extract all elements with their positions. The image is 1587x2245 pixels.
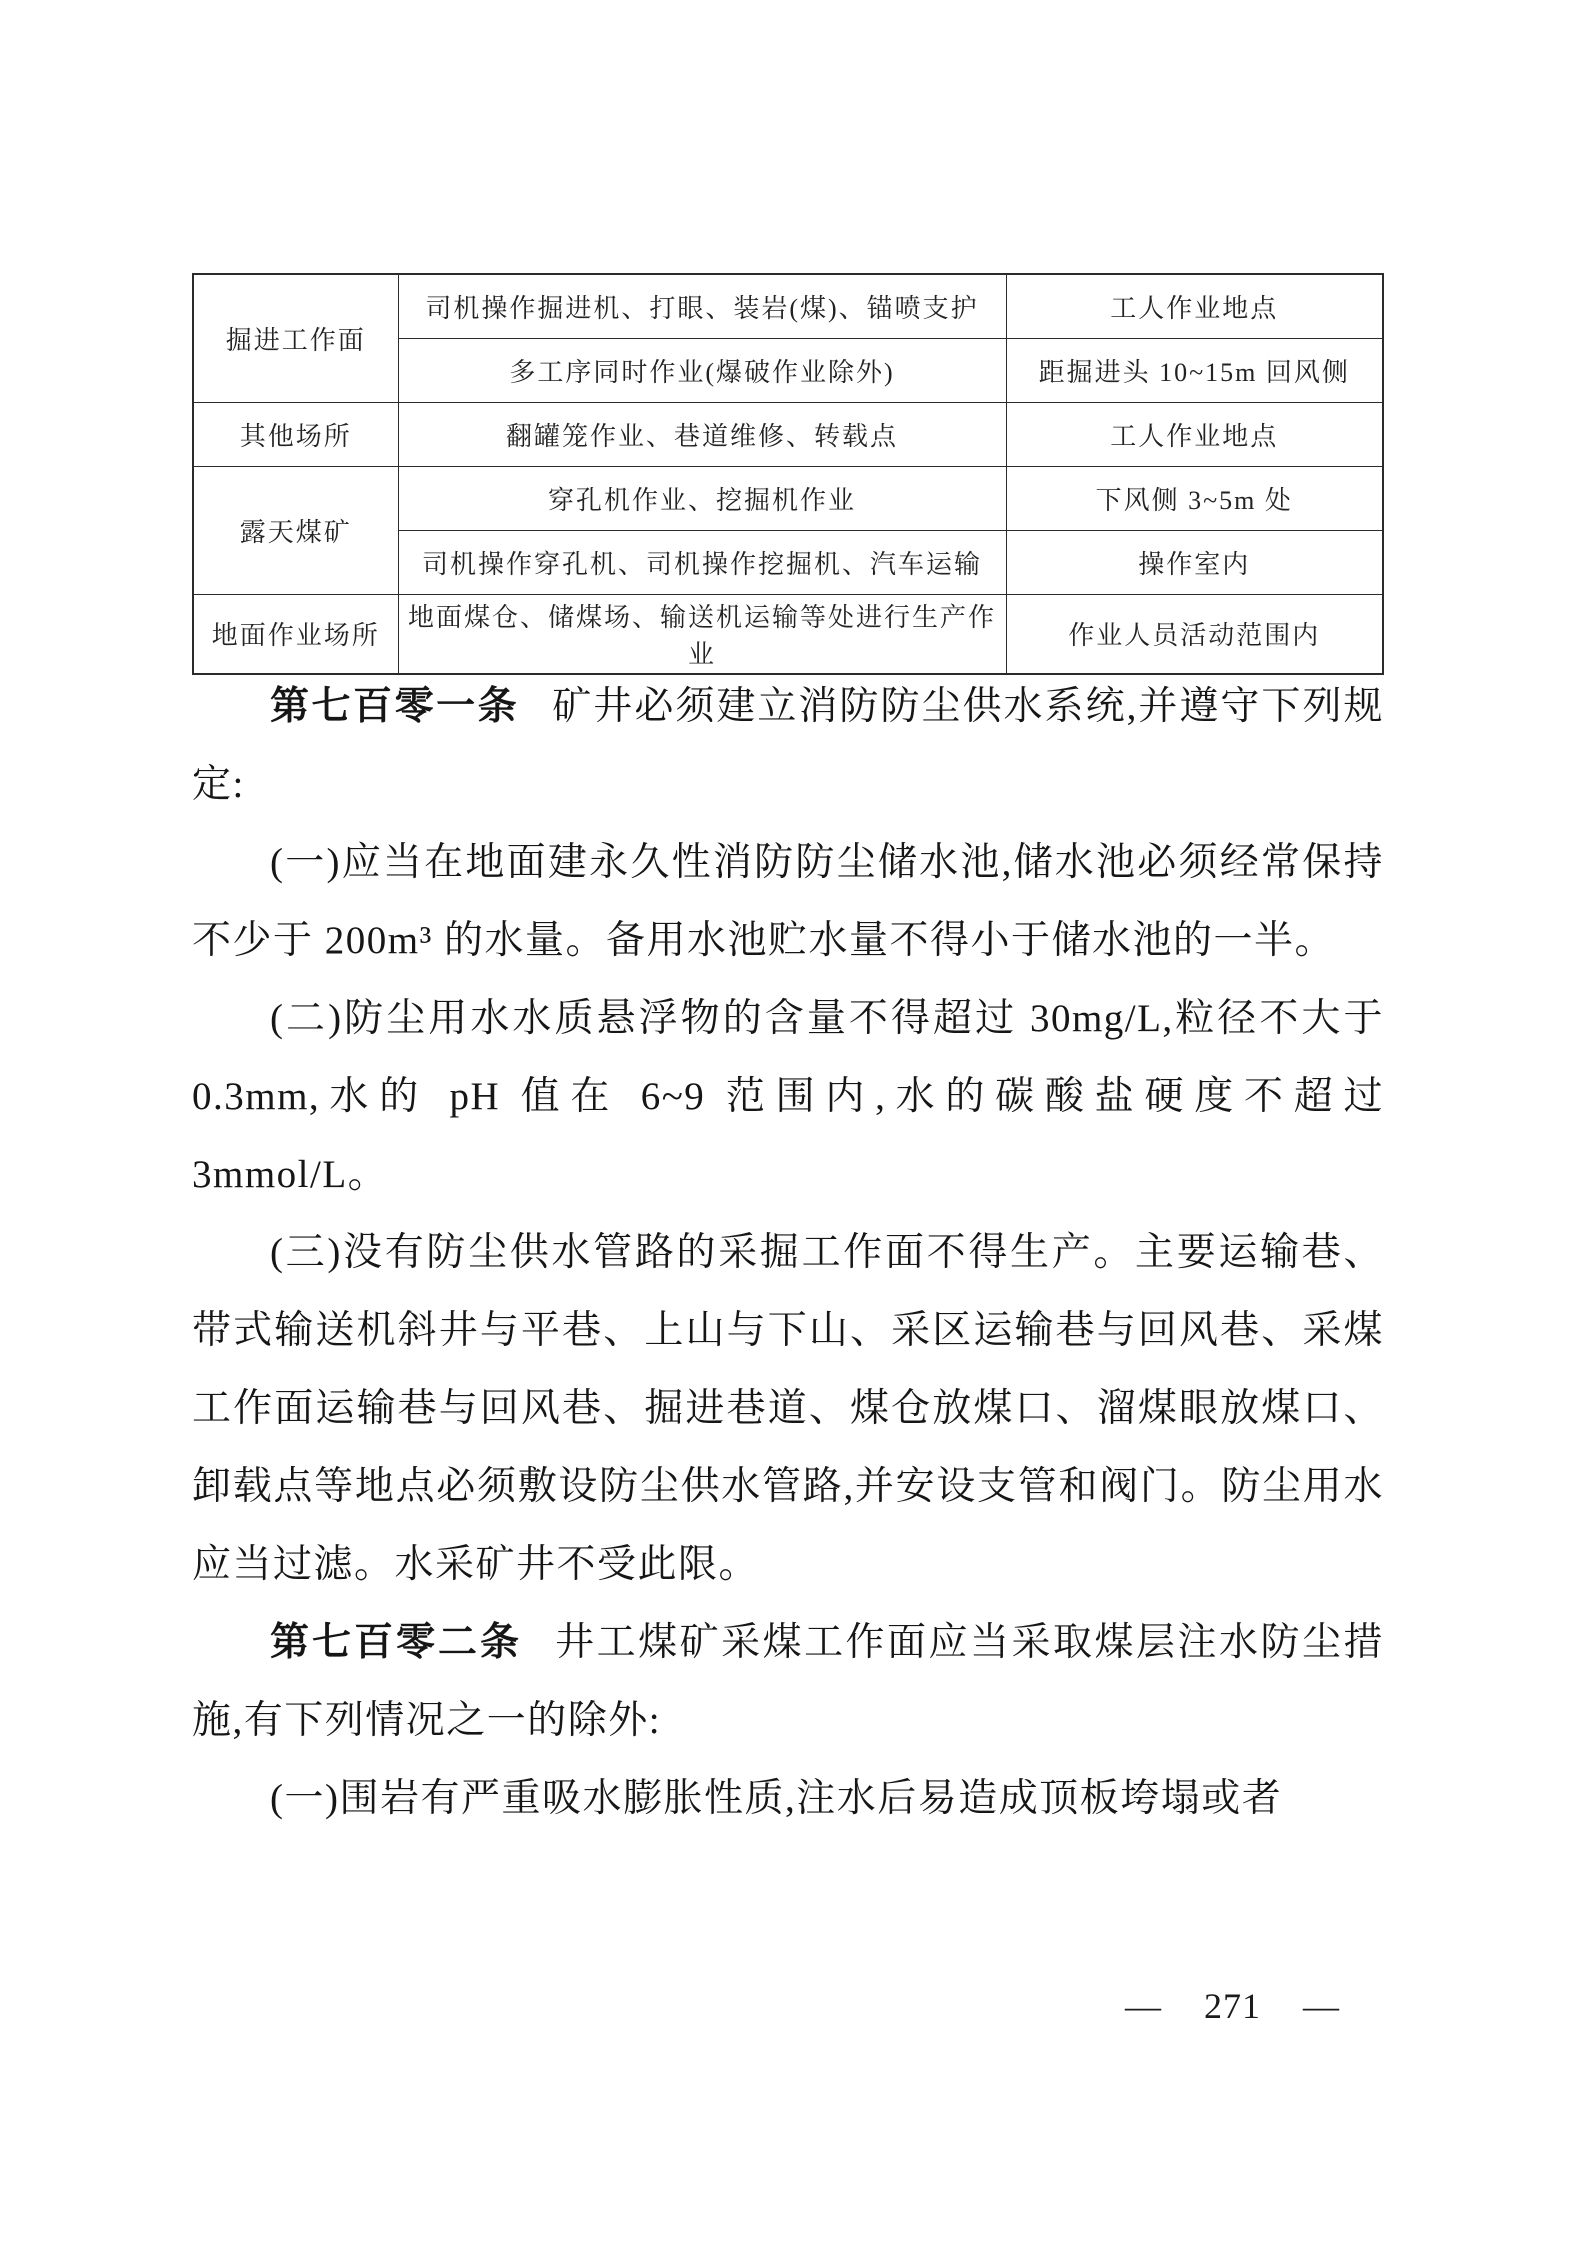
table-row [193,274,1383,338]
table-row [193,594,1383,674]
article-body [192,668,1384,1838]
table-row [193,402,1383,466]
article-701-clause-3: (三)没有防尘供水管路的采掘工作面不得生产。主要运输巷、带式输送机斜井与平巷、上山与下山、采区运输巷与回风巷、采煤工作面运输巷与回风巷、掘进巷道、煤仓放煤口、溜煤眼放煤口、卸载点等地点必须敷设防尘供水管路,并安设支管和阀门。防尘用水应当过滤。水采矿井不受此限。 [192,1231,1384,1586]
table-cell-location: 操作室内 [1006,530,1383,594]
table-cell-scope: 其他场所 [193,402,398,466]
table-cell-activity: 翻罐笼作业、巷道维修、转载点 [398,402,1006,466]
article-702-clause-1: (一)围岩有严重吸水膨胀性质,注水后易造成顶板垮塌或者 [270,1777,1283,1820]
table-cell-location: 工人作业地点 [1006,274,1383,338]
page-footer [1125,1985,1340,2027]
article-702-text: 井工煤矿采煤工作面应当采取煤层注水防尘措施,有下列情况之一的除外: [192,1621,1384,1742]
table-cell-scope: 地面作业场所 [193,594,398,674]
article-701-clause-2: (二)防尘用水水质悬浮物的含量不得超过 30mg/L,粒径不大于 0.3mm,水的 pH 值在 6~9 范围内,水的碳酸盐硬度不超过 3mmol/L。 [192,997,1384,1196]
article-701-number: 第七百零一条 [270,685,520,728]
table-cell-activity: 地面煤仓、储煤场、输送机运输等处进行生产作业 [398,594,1006,674]
article-702-intro [192,1604,1384,1760]
article-701-clause-1: (一)应当在地面建永久性消防防尘储水池,储水池必须经常保持不少于 200m³ 的水量。备用水池贮水量不得小于储水池的一半。 [192,841,1384,962]
dust-monitoring-table [192,273,1384,675]
table-cell-scope: 掘进工作面 [193,274,398,402]
article-702-number: 第七百零二条 [270,1621,522,1664]
footer-dash-left: — [1125,1986,1162,2026]
article-701-text: 矿井必须建立消防防尘供水系统,并遵守下列规定: [192,685,1384,806]
article-701-intro [192,668,1384,824]
table-cell-activity: 司机操作穿孔机、司机操作挖掘机、汽车运输 [398,530,1006,594]
table-cell-location: 工人作业地点 [1006,402,1383,466]
table-cell-location: 下风侧 3~5m 处 [1006,466,1383,530]
footer-dash-right: — [1303,1986,1340,2026]
table-cell-activity: 多工序同时作业(爆破作业除外) [398,338,1006,402]
table-cell-scope: 露天煤矿 [193,466,398,594]
table-cell-location: 距掘进头 10~15m 回风侧 [1006,338,1383,402]
page-number: 271 [1204,1986,1261,2026]
table-cell-location: 作业人员活动范围内 [1006,594,1383,674]
table-cell-activity: 穿孔机作业、挖掘机作业 [398,466,1006,530]
table-cell-activity: 司机操作掘进机、打眼、装岩(煤)、锚喷支护 [398,274,1006,338]
table-row [193,466,1383,530]
